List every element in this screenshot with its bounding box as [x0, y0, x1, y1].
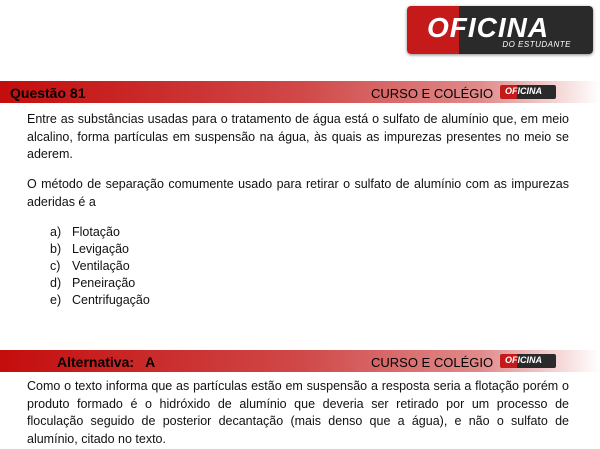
answer-title: Alternativa: A	[57, 354, 156, 370]
option-letter: c)	[50, 259, 61, 273]
option-letter: d)	[50, 276, 62, 290]
option-text: Flotação	[72, 225, 120, 239]
answer-header-bar	[0, 350, 600, 372]
option-a	[50, 224, 150, 241]
logo-subtitle: DO ESTUDANTE	[502, 40, 571, 49]
question-header-bar	[0, 81, 600, 103]
option-letter: e)	[50, 293, 62, 307]
options-list	[50, 224, 150, 309]
option-b	[50, 241, 150, 258]
school-label: CURSO E COLÉGIO	[371, 355, 494, 370]
option-d	[50, 275, 150, 292]
logo-brand: OFICINA	[427, 12, 550, 43]
question-paragraph-1: Entre as substâncias usadas para o tratamento de água está o sulfato de alumínio que, em meio alcalino, forma partículas em suspensão na água, às quais as impurezas presentes no meio se aderem.	[27, 112, 569, 161]
mini-logo-text: OFICINA	[505, 355, 542, 365]
option-text: Ventilação	[72, 259, 130, 273]
option-text: Centrifugação	[72, 293, 150, 307]
option-text: Peneiração	[72, 276, 136, 290]
question-title: Questão 81	[10, 85, 86, 101]
mini-logo	[500, 85, 556, 99]
option-text: Levigação	[72, 242, 129, 256]
option-e	[50, 292, 150, 309]
option-letter: a)	[50, 225, 62, 239]
answer-explanation: Como o texto informa que as partículas estão em suspensão a resposta seria a flotação porém o produto formado é o hidróxido de alumínio que deveria ser retirado por um processo de floculação seguido de posterior decantação (mais denso que a água), e não o sulfato de alumínio, citado no texto.	[27, 379, 569, 446]
mini-logo	[500, 354, 556, 368]
option-letter: b)	[50, 242, 62, 256]
mini-logo-text: OFICINA	[505, 86, 542, 96]
oficina-logo	[407, 6, 593, 54]
option-c	[50, 258, 150, 275]
school-label: CURSO E COLÉGIO	[371, 86, 494, 101]
question-paragraph-2: O método de separação comumente usado para retirar o sulfato de alumínio com as impurezas aderidas é a	[27, 177, 569, 209]
